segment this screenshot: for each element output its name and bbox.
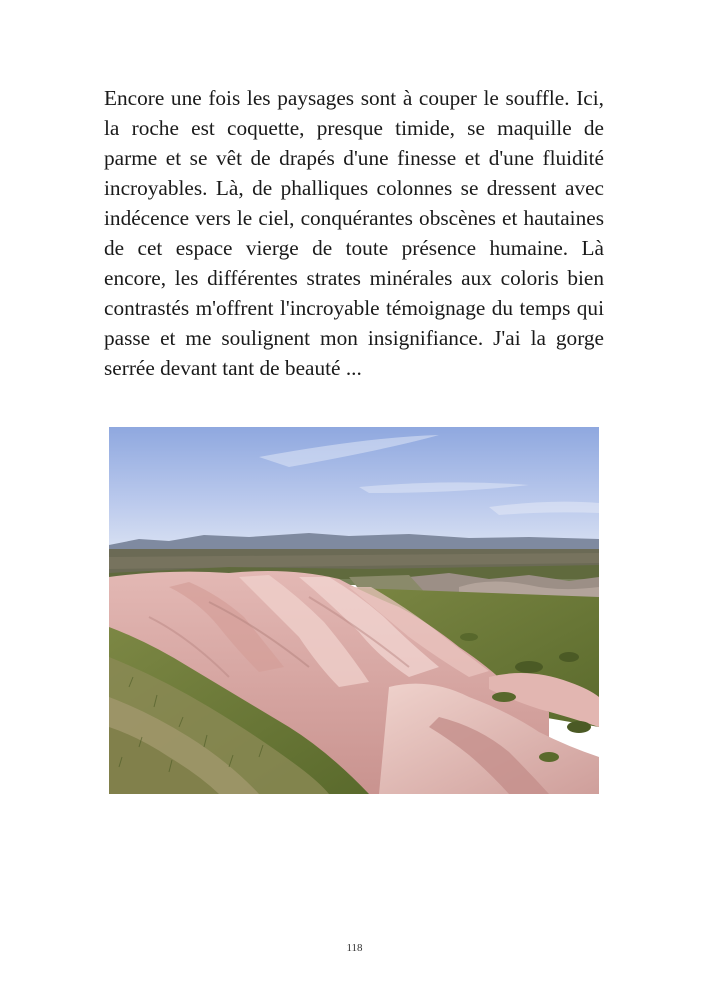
landscape-photo	[109, 427, 599, 794]
body-paragraph: Encore une fois les paysages sont à couper le souffle. Ici, la roche est coquette, presque timide, se maquille de parme et se vêt de drapés d'une finesse et d'une fluidité incroyables. Là, de phalliques colonnes se dressent avec indécence vers le ciel, conquérantes obscènes et hautaines de cet espace vierge de toute présence humaine. Là encore, les différentes strates minérales aux coloris bien contrastés m'offrent l'incroyable témoignage du temps qui passe et me soulignent mon insignifiance. J'ai la gorge serrée devant tant de beauté ...	[104, 86, 604, 380]
body-text	[104, 83, 604, 383]
landscape-illustration	[109, 427, 599, 794]
page-number: 118	[346, 942, 363, 954]
